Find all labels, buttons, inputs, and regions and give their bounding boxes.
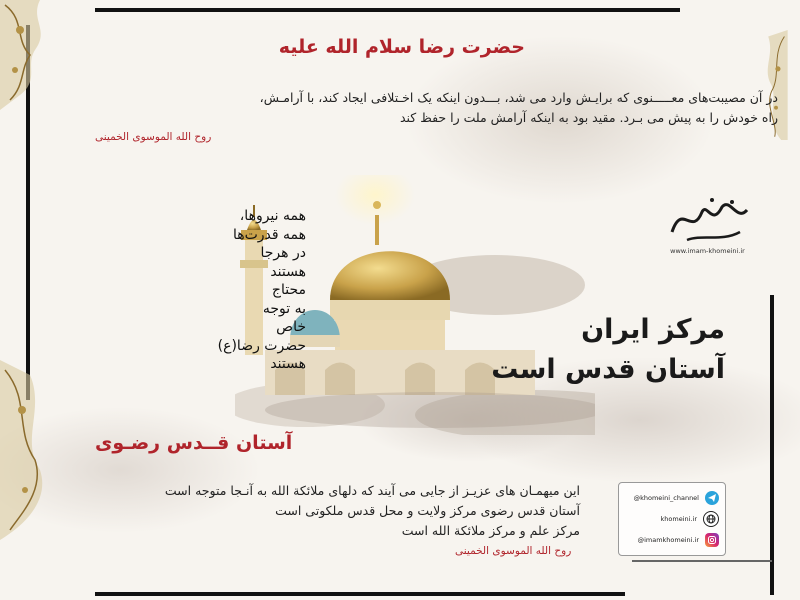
social-row-telegram[interactable] bbox=[625, 489, 719, 507]
frame-right-line bbox=[770, 295, 774, 595]
instagram-icon[interactable] bbox=[705, 533, 719, 547]
top-title: حضرت رضا سلام الله علیه bbox=[278, 36, 525, 58]
telegram-icon[interactable] bbox=[705, 491, 719, 505]
bottom-quote-line-3: مرکز علم و مرکز ملائکة الله است bbox=[401, 523, 580, 538]
bottom-quote bbox=[60, 481, 580, 541]
center-heading-line-1: مرکز ایران bbox=[581, 314, 725, 345]
top-quote-signature: روح الله الموسوی الخمینی bbox=[95, 131, 212, 143]
frame-bottom-right-line bbox=[632, 560, 772, 562]
instagram-handle[interactable]: @imamkhomeini.ir bbox=[637, 536, 699, 544]
left-quote-line: هستند bbox=[270, 263, 306, 280]
top-quote bbox=[78, 88, 778, 128]
left-quote-line: به توجه bbox=[262, 300, 306, 317]
bottom-quote-signature: روح الله الموسوی الخمینی bbox=[455, 545, 572, 557]
left-quote bbox=[186, 207, 306, 374]
logo-url: www.imam-khomeini.ir bbox=[670, 247, 745, 255]
social-links-box bbox=[618, 482, 726, 556]
top-quote-line-1: در آن مصیبت‌های معـــــنوی که برایـش وارد می شد، بـــدون اینکه یک اخـتلافی ایجاد کند، با آرامـش، bbox=[259, 90, 778, 105]
bottom-quote-line-1: این میهمـان های عزیـز از جایی می آیند که دلهای ملائکة الله به آنـجا متوجه است bbox=[164, 483, 580, 498]
left-quote-line: همه قدرت‌ها bbox=[232, 226, 306, 243]
telegram-handle[interactable]: @khomeini_channel bbox=[633, 494, 699, 502]
ornament-corner-top-left bbox=[0, 0, 70, 110]
center-heading bbox=[465, 310, 725, 390]
left-quote-line: هستند bbox=[270, 356, 306, 372]
top-quote-line-2: راه خودش را به پیش می بـرد. مقید بود به اینکه آرامش ملت را حفظ کند bbox=[399, 110, 778, 125]
social-row-instagram[interactable] bbox=[625, 531, 719, 549]
bottom-quote-line-2: آستان قدس رضوی مرکز ولایت و محل قدس ملکوتی است bbox=[275, 503, 580, 518]
social-row-web[interactable] bbox=[625, 510, 719, 528]
frame-bottom-line bbox=[95, 592, 625, 596]
left-quote-line: خاص bbox=[276, 319, 306, 335]
left-quote-line: محتاج bbox=[271, 282, 306, 298]
frame-top-line bbox=[95, 8, 680, 12]
section-title: آستان قــدس رضـوی bbox=[95, 432, 293, 454]
left-quote-line: حضرت رضا(ع) bbox=[217, 337, 306, 354]
left-quote-line: همه نیروها، bbox=[239, 208, 306, 224]
website-link[interactable]: khomeini.ir bbox=[660, 515, 697, 523]
calligraphy-logo-icon bbox=[652, 192, 762, 247]
globe-icon[interactable] bbox=[703, 511, 719, 527]
center-heading-line-2: آستان قدس است bbox=[491, 354, 725, 385]
left-quote-line: در هرجا bbox=[260, 245, 306, 261]
